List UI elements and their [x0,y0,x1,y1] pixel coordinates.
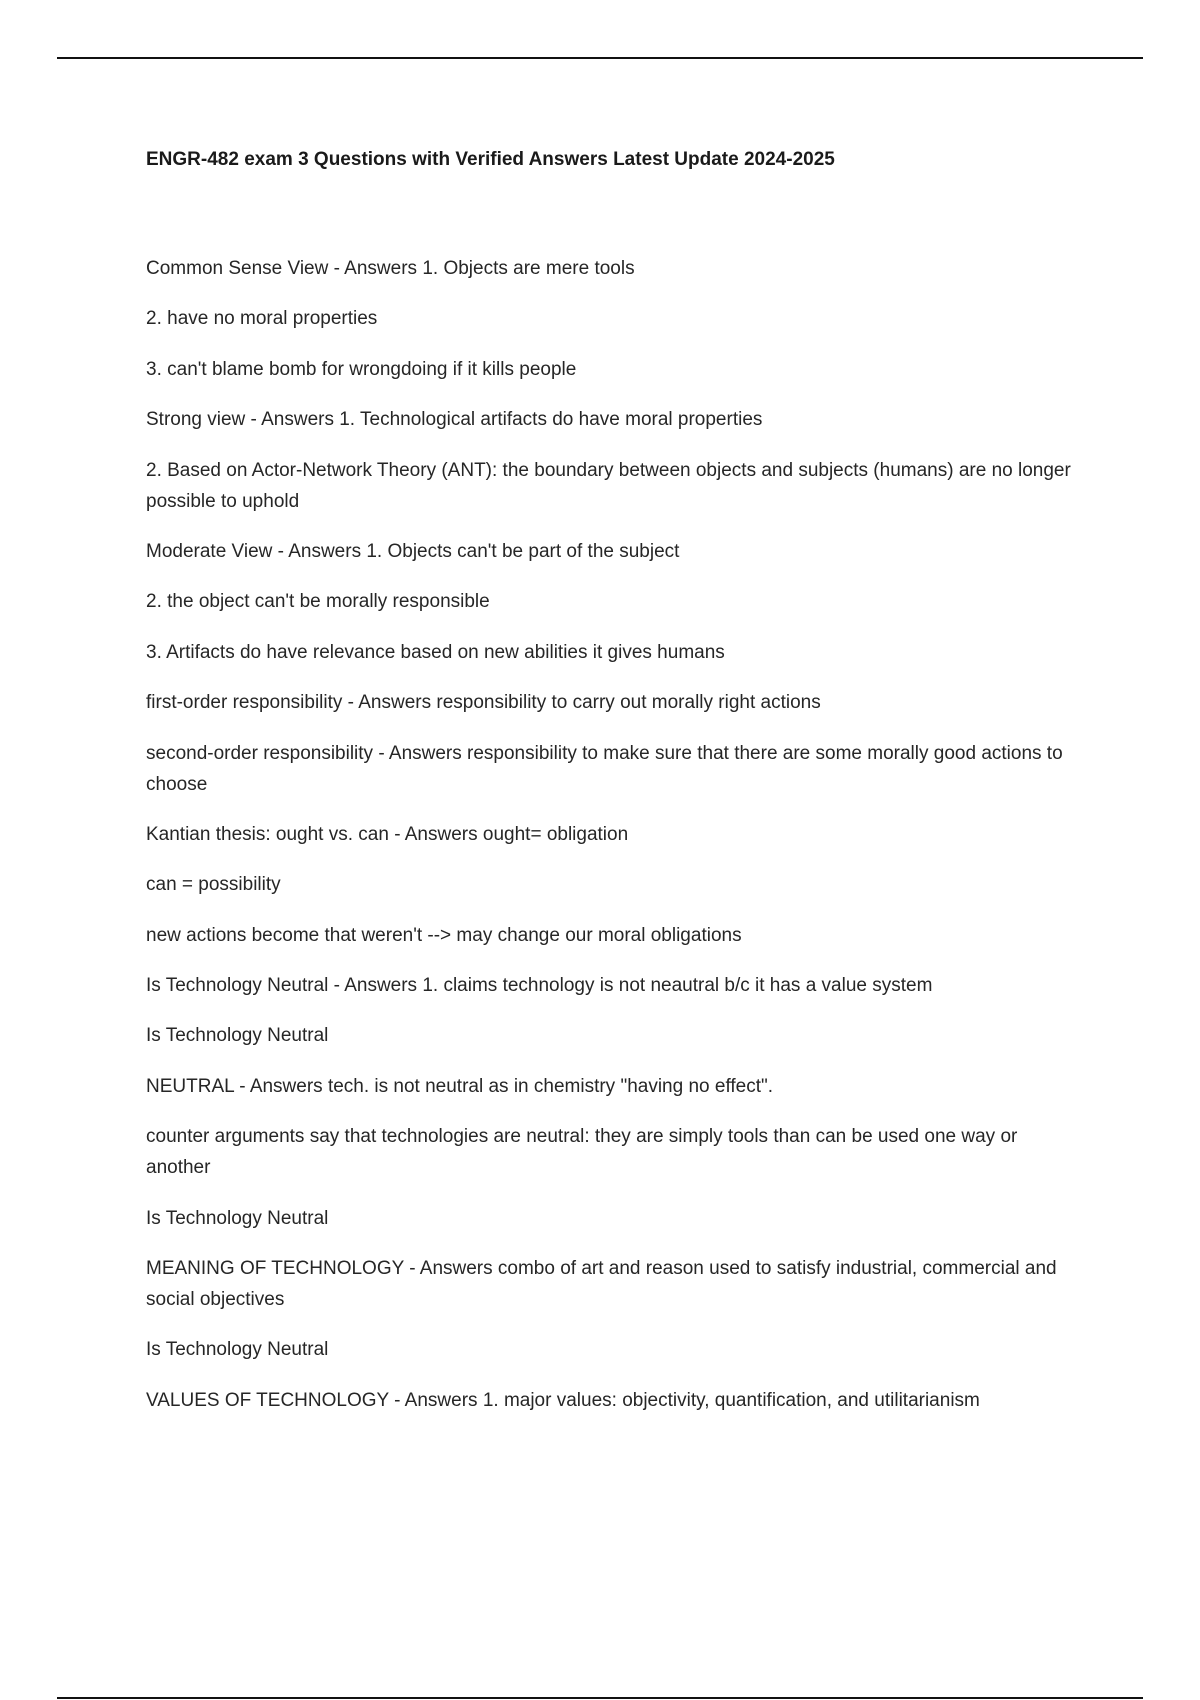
entry-text: new actions become that weren't --> may change our moral obligations [146,924,742,946]
entry-text: NEUTRAL - Answers tech. is not neutral as in chemistry "having no effect". [146,1075,774,1097]
entry-text: 2. have no moral properties [146,308,378,330]
entry-text: 2. Based on Actor-Network Theory (ANT): the boundary between objects and subjects (humans) are no longer possible to uphold [146,459,1071,512]
entry-text: Is Technology Neutral [146,1025,329,1047]
entry-text: first-order responsibility - Answers responsibility to carry out morally right actions [146,692,821,714]
bottom-rule [57,1697,1143,1699]
entry-text: Kantian thesis: ought vs. can - Answers ought= obligation [146,823,629,845]
entry-text: Strong view - Answers 1. Technological artifacts do have moral properties [146,409,763,431]
entry-text: can = possibility [146,874,281,896]
entry-text: 3. Artifacts do have relevance based on new abilities it gives humans [146,641,725,663]
entry-list [146,253,1086,1416]
entry-text: MEANING OF TECHNOLOGY - Answers combo of art and reason used to satisfy industrial, commercial and social objectives [146,1258,1057,1311]
document-title: ENGR-482 exam 3 Questions with Verified Answers Latest Update 2024-2025 [146,149,835,170]
entry-text: counter arguments say that technologies are neutral: they are simply tools than can be used one way or another [146,1126,1018,1179]
entry-text: Is Technology Neutral - Answers 1. claims technology is not neautral b/c it has a value system [146,975,933,997]
entry-text: 3. can't blame bomb for wrongdoing if it kills people [146,358,577,380]
entry-text: Is Technology Neutral [146,1339,329,1361]
document-body [146,145,1086,1435]
entry-text: VALUES OF TECHNOLOGY - Answers 1. major values: objectivity, quantification, and utilitarianism [146,1389,980,1411]
entry-text: second-order responsibility - Answers responsibility to make sure that there are some morally good actions to choose [146,742,1063,795]
entry-text: Is Technology Neutral [146,1207,329,1229]
entry-text: Common Sense View - Answers 1. Objects are mere tools [146,258,635,279]
entry-text: 2. the object can't be morally responsible [146,591,490,613]
entry-text: Moderate View - Answers 1. Objects can't be part of the subject [146,540,680,562]
top-rule [57,57,1143,59]
